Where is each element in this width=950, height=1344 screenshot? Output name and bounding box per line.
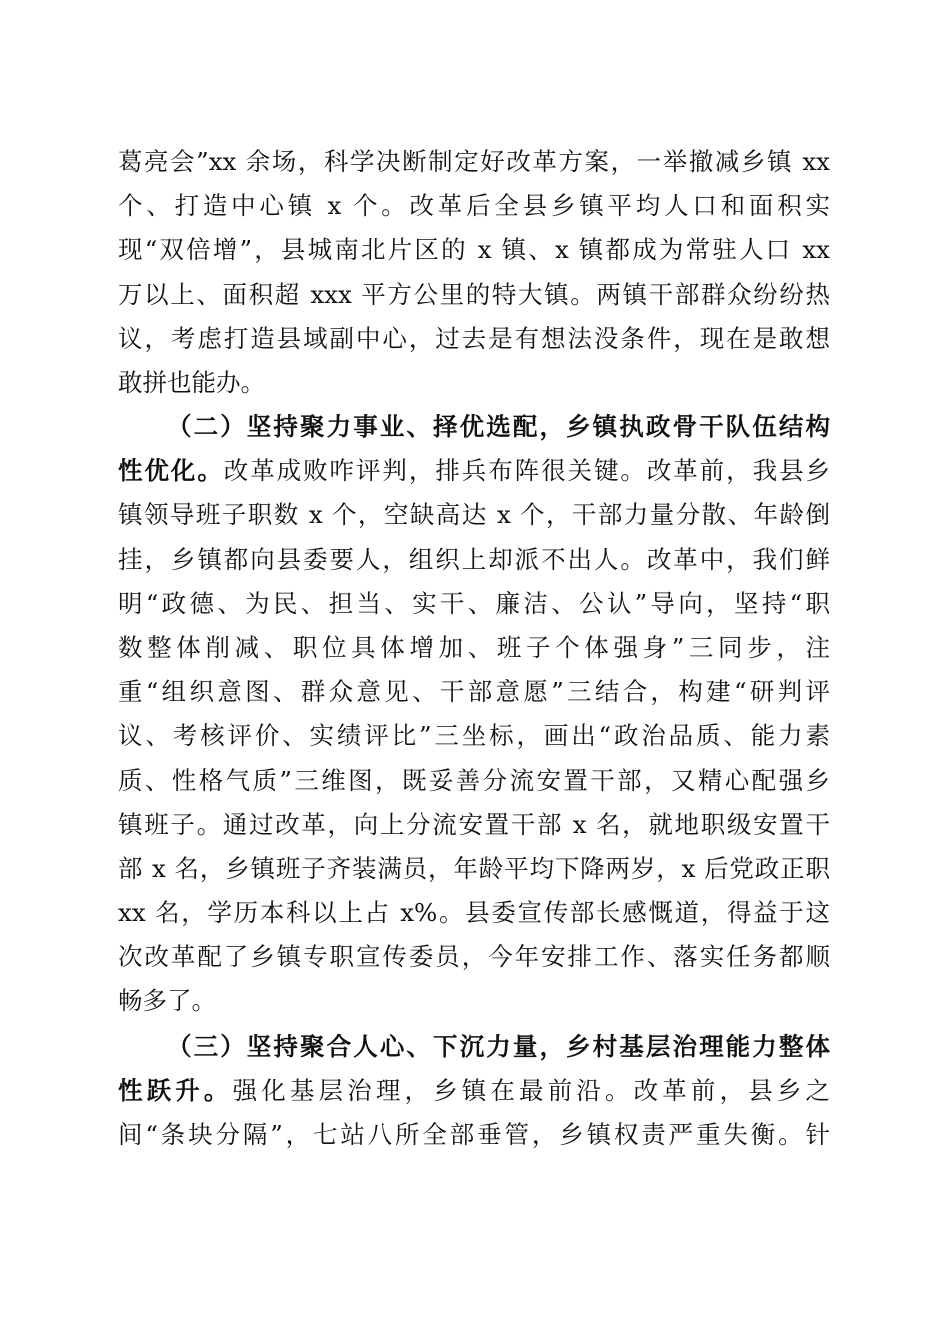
text-line: xx 名，学历本科以上占 x%。县委宣传部长感慨道，得益于这 bbox=[118, 898, 830, 928]
text-line: 数整体削减、职位具体增加、班子个体强身”三同步，注 bbox=[118, 632, 830, 662]
section-heading-end: 性跃升。 bbox=[118, 1076, 233, 1106]
text-line: 部 x 名，乡镇班子齐装满员，年龄平均下降两岁，x 后党政正职 bbox=[118, 853, 830, 883]
text-line: 个、打造中心镇 x 个。改革后全县乡镇平均人口和面积实 bbox=[118, 191, 830, 221]
section-heading: （三）坚持聚合人心、下沉力量，乡村基层治理能力整体 bbox=[167, 1032, 830, 1061]
paragraph-1 bbox=[118, 140, 830, 405]
text-line: 敢拼也能办。 bbox=[118, 367, 265, 397]
text-line: 镇班子。通过改革，向上分流安置干部 x 名，就地职级安置干 bbox=[118, 809, 830, 839]
text-line: 葛亮会”xx 余场，科学决断制定好改革方案，一举撤减乡镇 xx bbox=[118, 147, 830, 176]
text-line: 现“双倍增”，县城南北片区的 x 镇、x 镇都成为常驻人口 xx bbox=[118, 235, 830, 265]
text-line: 重“组织意图、群众意见、干部意愿”三结合，构建“研判评 bbox=[118, 677, 830, 707]
text-line: 间“条块分隔”，七站八所全部垂管，乡镇权责严重失衡。针 bbox=[118, 1120, 830, 1150]
text-line: 镇领导班子职数 x 个，空缺高达 x 个，干部力量分散、年龄倒 bbox=[118, 500, 830, 530]
text-line: 明“政德、为民、担当、实干、廉洁、公认”导向，坚持“职 bbox=[118, 588, 830, 618]
text-segment: 强化基层治理，乡镇在最前沿。改革前，县乡之 bbox=[232, 1076, 830, 1106]
text-line: 议，考虑打造县域副中心，过去是有想法没条件，现在是敢想 bbox=[118, 323, 830, 353]
section-heading-end: 性优化。 bbox=[118, 456, 224, 486]
text-line bbox=[118, 1069, 830, 1113]
text-line bbox=[118, 449, 830, 493]
section-heading: （二）坚持聚力事业、择优选配，乡镇执政骨干队伍结构 bbox=[167, 412, 830, 441]
text-segment: 改革成败咋评判，排兵布阵很关键。改革前，我县乡 bbox=[223, 456, 830, 486]
paragraph-2 bbox=[118, 405, 830, 1024]
text-line: 质、性格气质”三维图，既妥善分流安置干部，又精心配强乡 bbox=[118, 765, 830, 795]
text-line: 万以上、面积超 xxx 平方公里的特大镇。两镇干部群众纷纷热 bbox=[118, 279, 830, 309]
text-line: 畅多了。 bbox=[118, 986, 216, 1016]
text-line: 议、考核评价、实绩评比”三坐标，画出“政治品质、能力素 bbox=[118, 721, 830, 751]
paragraph-3 bbox=[118, 1025, 830, 1158]
text-line: 挂，乡镇都向县委要人，组织上却派不出人。改革中，我们鲜 bbox=[118, 544, 830, 574]
text-line: 次改革配了乡镇专职宣传委员，今年安排工作、落实任务都顺 bbox=[118, 942, 830, 972]
